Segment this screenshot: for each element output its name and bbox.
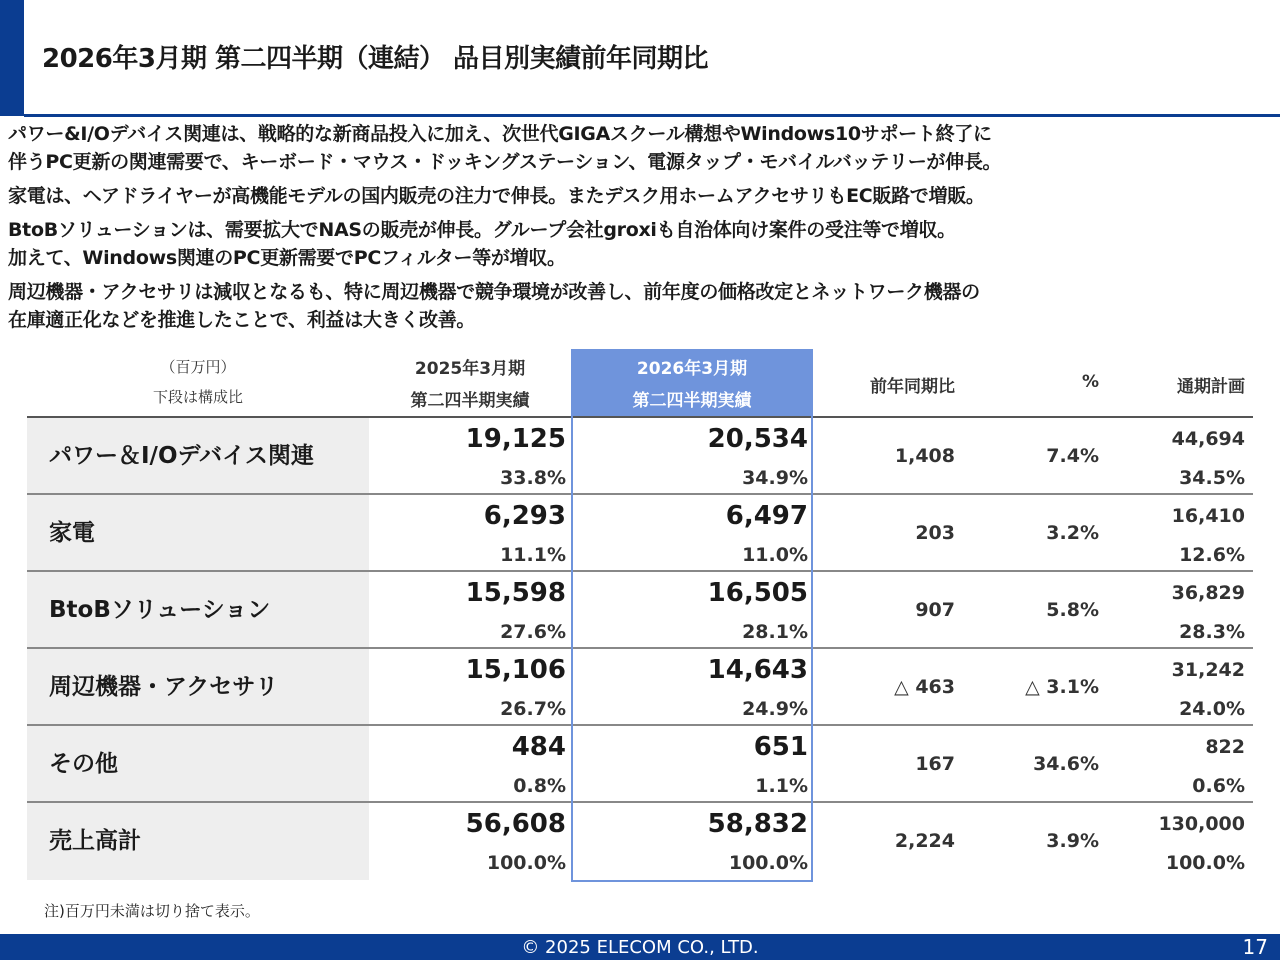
pct-value: 3.9%	[1046, 830, 1099, 852]
plan-ratio: 34.5%	[1179, 467, 1245, 489]
summary-line: 加えて、Windows関連のPC更新需要でPCフィルター等が増収。	[8, 247, 566, 269]
pct-value: 5.8%	[1046, 599, 1099, 621]
copyright: © 2025 ELECOM CO., LTD.	[521, 937, 759, 958]
plan-ratio: 12.6%	[1179, 544, 1245, 566]
curr-value: 20,534	[707, 424, 808, 454]
row-label: その他	[49, 751, 118, 777]
row-label: パワー＆I/Oデバイス関連	[49, 443, 314, 469]
prev-ratio: 27.6%	[500, 621, 566, 643]
pct-value: 7.4%	[1046, 445, 1099, 467]
summary-line: 周辺機器・アクセサリは減収となるも、特に周辺機器で競争環境が改善し、前年度の価格改定とネットワーク機器の	[8, 281, 980, 303]
diff-value: △ 463	[894, 676, 955, 698]
prev-value: 15,598	[465, 578, 566, 608]
plan-value: 31,242	[1171, 659, 1245, 681]
summary-paragraph-4	[8, 278, 1276, 334]
footer-bar	[0, 934, 1280, 960]
plan-ratio: 0.6%	[1192, 775, 1245, 797]
unit-line-1: （百万円）	[160, 358, 236, 376]
title-divider	[24, 114, 1280, 117]
row-label: 売上高計	[49, 828, 141, 854]
prev-value: 484	[511, 732, 566, 762]
prev-value: 15,106	[465, 655, 566, 685]
curr-ratio: 1.1%	[755, 775, 808, 797]
plan-ratio: 100.0%	[1165, 852, 1245, 874]
summary-line: パワー&I/Oデバイス関連は、戦略的な新商品投入に加え、次世代GIGAスクール構想やWindows10サポート終了に	[8, 123, 992, 145]
prev-value: 6,293	[483, 501, 566, 531]
summary-line: 家電は、ヘアドライヤーが高機能モデルの国内販売の注力で伸長。またデスク用ホームアクセサリもEC販路で増販。	[8, 185, 985, 207]
header-prev-line-2: 第二四半期実績	[410, 391, 530, 411]
row-label: 周辺機器・アクセサリ	[49, 674, 279, 700]
header-pct: %	[1081, 372, 1099, 392]
curr-ratio: 11.0%	[742, 544, 808, 566]
curr-value: 6,497	[725, 501, 808, 531]
plan-value: 44,694	[1171, 428, 1245, 450]
diff-value: 203	[915, 522, 955, 544]
prev-value: 19,125	[465, 424, 566, 454]
curr-value: 651	[753, 732, 808, 762]
pct-value: 3.2%	[1046, 522, 1099, 544]
curr-ratio: 24.9%	[742, 698, 808, 720]
pct-value: △ 3.1%	[1025, 676, 1099, 698]
header-prev-line-1: 2025年3月期	[414, 359, 526, 379]
summary-text	[8, 120, 1276, 340]
pct-value: 34.6%	[1033, 753, 1099, 775]
row-label: 家電	[49, 520, 95, 546]
page-title: 2026年3月期 第二四半期（連結） 品目別実績前年同期比	[42, 44, 709, 74]
row-label: BtoBソリューション	[49, 597, 271, 623]
diff-value: 907	[915, 599, 955, 621]
curr-ratio: 34.9%	[742, 467, 808, 489]
header-diff: 前年同期比	[870, 377, 955, 397]
footnote: 注)百万円未満は切り捨て表示。	[44, 902, 260, 920]
title-accent-bar	[0, 0, 24, 116]
prev-ratio: 100.0%	[486, 852, 566, 874]
unit-label	[27, 356, 369, 407]
curr-value: 58,832	[707, 809, 808, 839]
page-number: 17	[1242, 935, 1268, 959]
summary-paragraph-1	[8, 120, 1276, 176]
diff-value: 167	[915, 753, 955, 775]
header-curr-period	[571, 354, 813, 411]
diff-value: 1,408	[894, 445, 955, 467]
header-plan: 通期計画	[1177, 377, 1245, 397]
summary-line: 伴うPC更新の関連需要で、キーボード・マウス・ドッキングステーション、電源タップ・モバイルバッテリーが伸長。	[8, 151, 1002, 173]
plan-value: 130,000	[1158, 813, 1245, 835]
summary-line: BtoBソリューションは、需要拡大でNASの販売が伸長。グループ会社groxiも自治体向け案件の受注等で増収。	[8, 219, 956, 241]
header-curr-line-2: 第二四半期実績	[632, 391, 752, 411]
unit-line-2: 下段は構成比	[152, 388, 243, 406]
summary-paragraph-2	[8, 182, 1276, 210]
plan-value: 16,410	[1171, 505, 1245, 527]
prev-ratio: 0.8%	[513, 775, 566, 797]
curr-ratio: 28.1%	[742, 621, 808, 643]
header-prev-period	[369, 354, 571, 411]
curr-ratio: 100.0%	[728, 852, 808, 874]
plan-ratio: 28.3%	[1179, 621, 1245, 643]
curr-value: 16,505	[707, 578, 808, 608]
header-curr-line-1: 2026年3月期	[636, 359, 748, 379]
curr-value: 14,643	[707, 655, 808, 685]
prev-ratio: 26.7%	[500, 698, 566, 720]
prev-ratio: 33.8%	[500, 467, 566, 489]
summary-paragraph-3	[8, 216, 1276, 272]
plan-ratio: 24.0%	[1179, 698, 1245, 720]
current-period-column-highlight	[571, 416, 813, 882]
summary-line: 在庫適正化などを推進したことで、利益は大きく改善。	[8, 309, 476, 331]
prev-ratio: 11.1%	[500, 544, 566, 566]
diff-value: 2,224	[894, 830, 955, 852]
plan-value: 822	[1205, 736, 1245, 758]
prev-value: 56,608	[465, 809, 566, 839]
plan-value: 36,829	[1171, 582, 1245, 604]
